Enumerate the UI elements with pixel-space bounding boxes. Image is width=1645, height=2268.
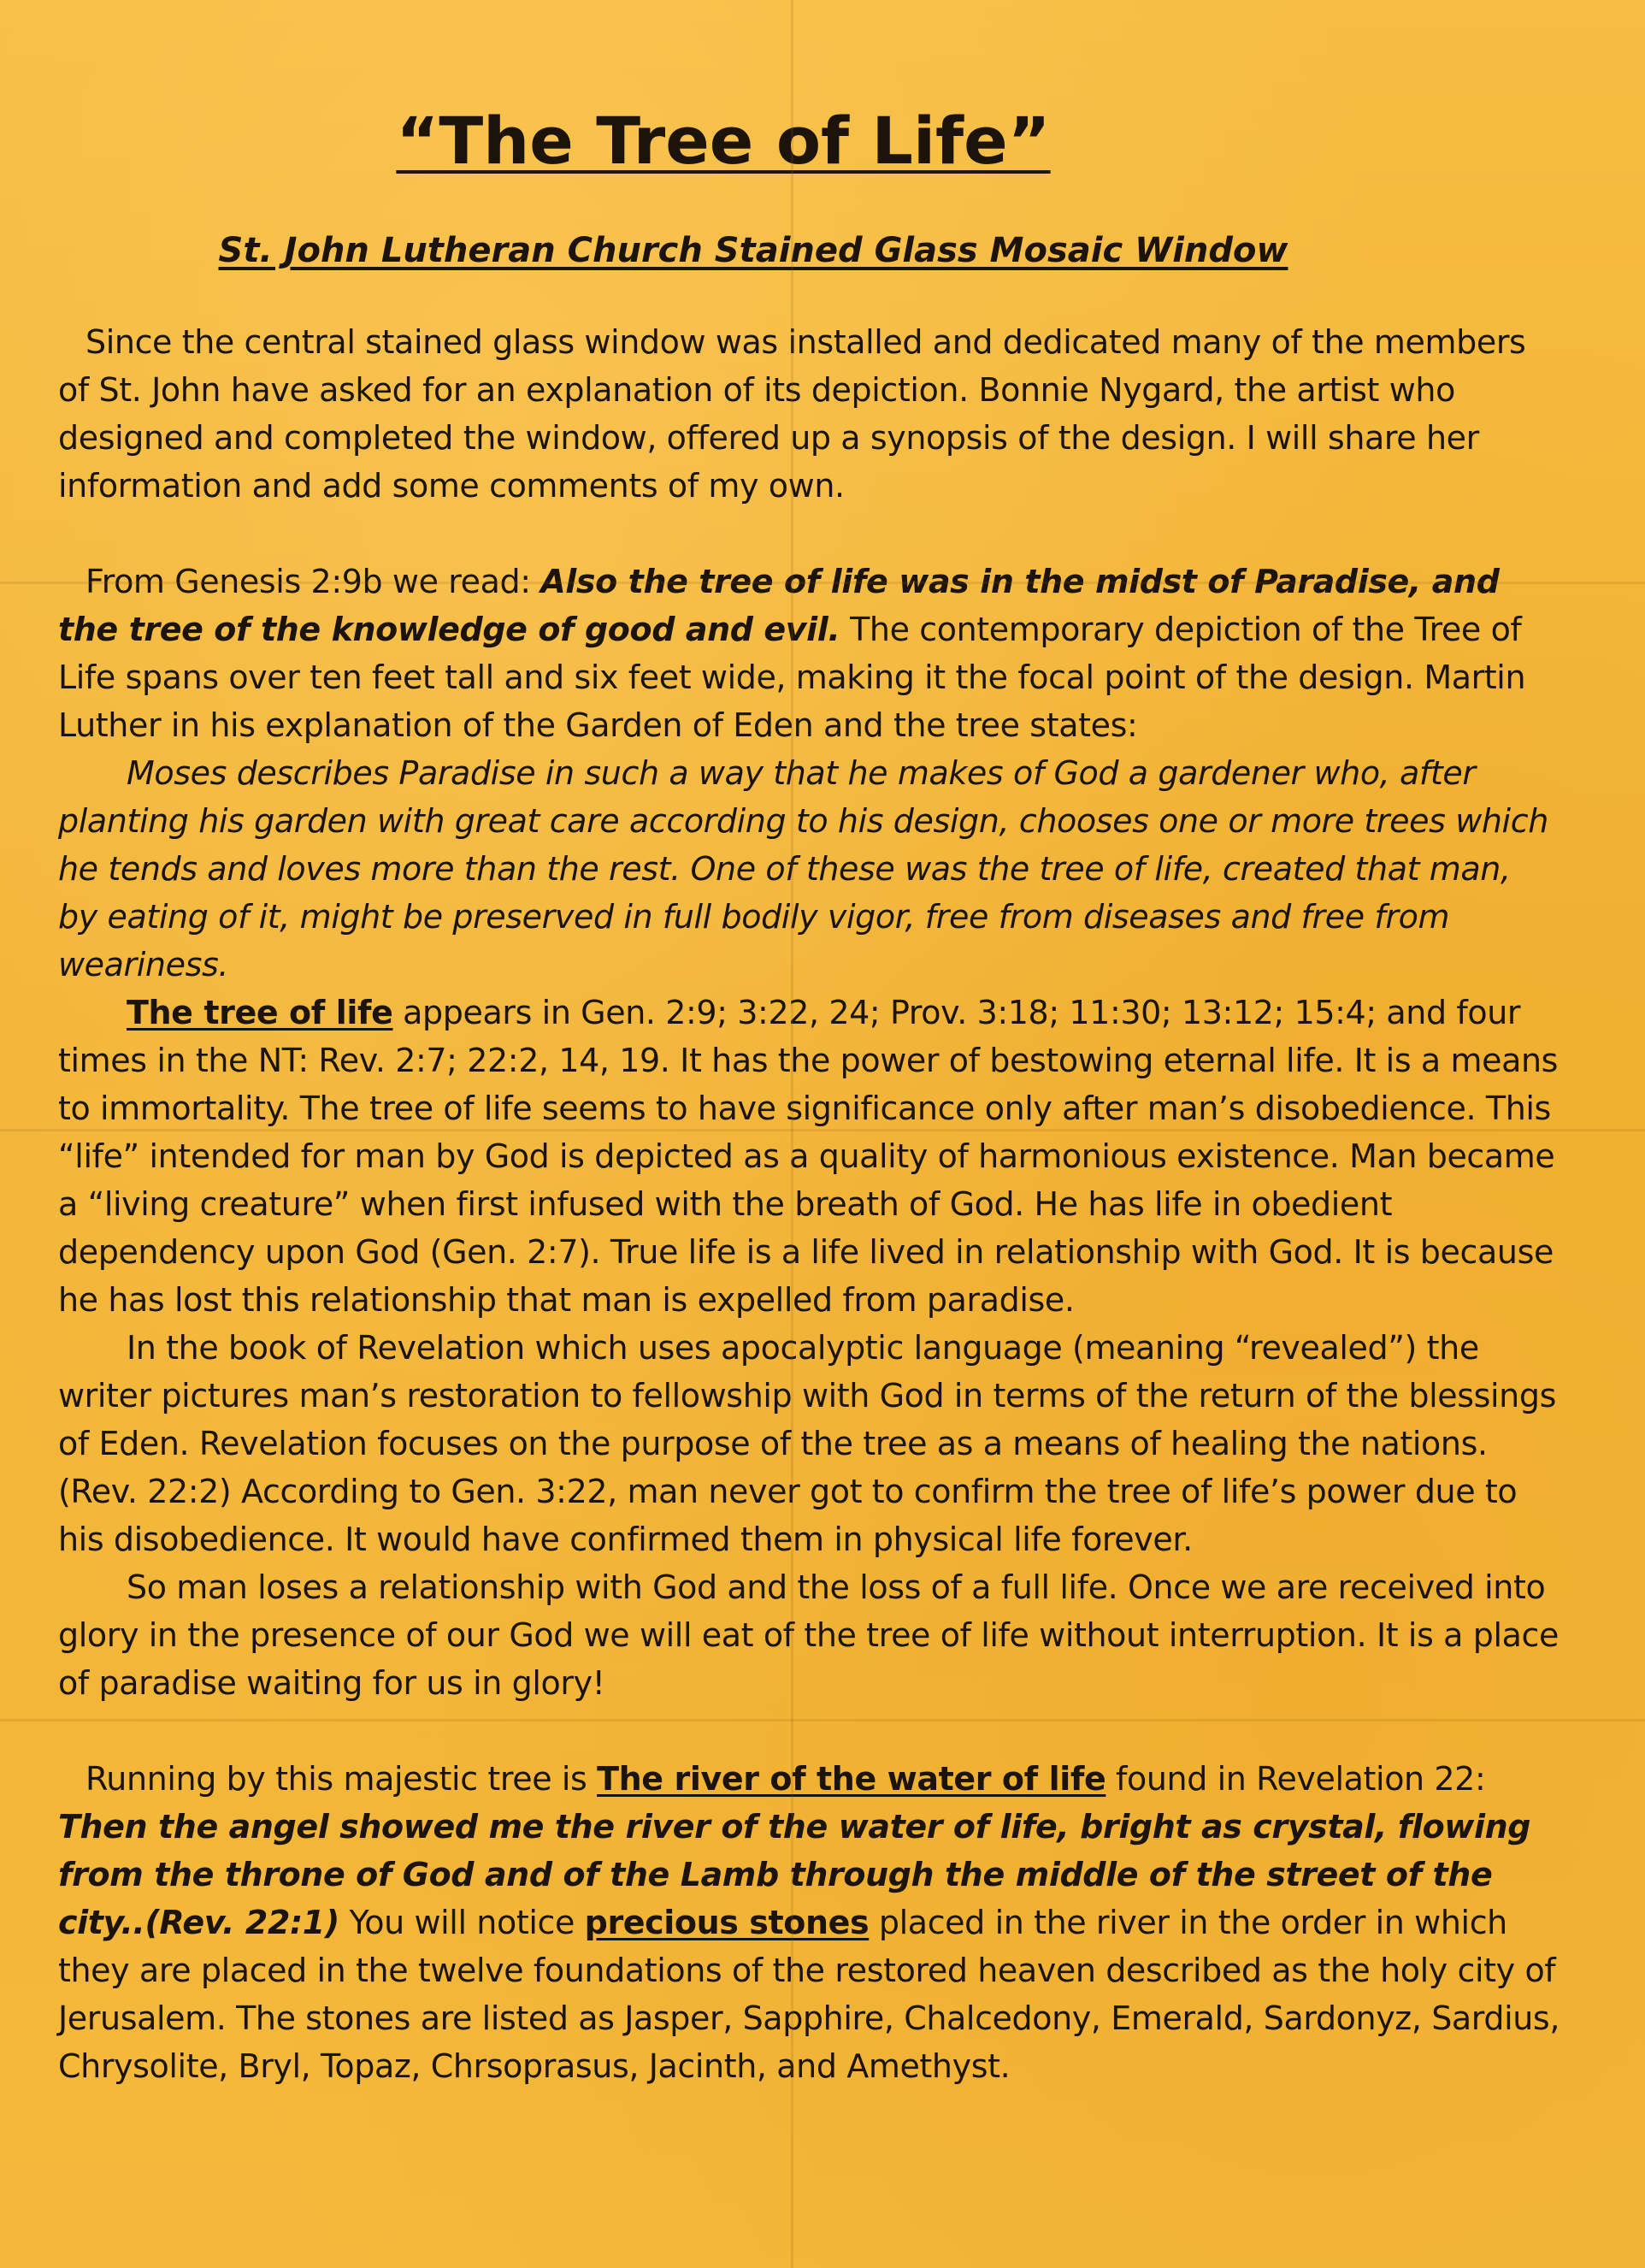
paragraph-river xyxy=(58,1755,1560,2090)
luther-quote: Moses describes Paradise in such a way that he makes of God a gardener who, after planting his garden with great care according to his design, chooses one or more trees which he tends and loves more than the rest. One of these was the tree of life, created that man, by eating of it, might be preserved in full bodily vigor, free from diseases and free from weariness. xyxy=(58,754,1548,983)
river-rest: placed in the river in the order in which they are placed in the twelve foundations of the restored heaven described as the holy city of Jerusalem. The stones are listed as Jasper, Sapphire, Chalcedony, Emerald, Sardonyz, Sardius, Chrysolite, Bryl, Topaz, Chrsoprasus, Jacinth, and Amethyst. xyxy=(58,1904,1560,2085)
paper-crease-vertical xyxy=(791,0,793,2268)
document-subtitle: St. John Lutheran Church Stained Glass Mosaic Window xyxy=(218,231,1288,270)
paragraph-genesis xyxy=(58,558,1560,749)
genesis-rest: The contemporary depiction of the Tree of Life spans over ten feet tall and six feet wide, making it the focal point of the design. Martin Luther in his explanation of the Garden of Eden and the tree states: xyxy=(58,611,1526,744)
river-heading: The river of the water of life xyxy=(597,1760,1106,1798)
paragraph-intro: Since the central stained glass window was installed and dedicated many of the members of St. John have asked for an explanation of its depiction. Bonnie Nygard, the artist who designed and completed the window, offered up a synopsis of the design. I will share her information and add some comments of my own. xyxy=(58,323,1526,505)
tree-of-life-text: appears in Gen. 2:9; 3:22, 24; Prov. 3:18; 11:30; 13:12; 15:4; and four times in the NT: Rev. 2:7; 22:2, 14, 19. It has the power of bestowing eternal life. It is a means to immortality. The tree of life seems to have significance only after man’s disobedience. This “life” intended for man by God is depicted as a quality of harmonious existence. Man became a “living creature” when first infused with the breath of God. He has life in obedient dependency upon God (Gen. 2:7). True life is a life lived in relationship with God. It is because he has lost this relationship that man is expelled from paradise. xyxy=(58,994,1559,1319)
document-title: “The Tree of Life” xyxy=(396,103,1051,179)
paper-crease-horizontal xyxy=(0,1129,1645,1131)
paper-crease-horizontal xyxy=(0,1719,1645,1722)
genesis-scripture: Also the tree of life was in the midst of Paradise, and the tree of the knowledge of good and evil. xyxy=(58,563,1500,648)
paragraph-tree-of-life xyxy=(58,989,1560,1324)
paper-crease-horizontal xyxy=(0,582,1645,584)
river-scripture: Then the angel showed me the river of the water of life, bright as crystal, flowing from the throne of God and of the Lamb through the middle of the street of the city..(Rev. 22:1) xyxy=(58,1808,1531,1941)
tree-of-life-heading: The tree of life xyxy=(127,994,393,1031)
precious-stones-heading: precious stones xyxy=(584,1904,870,1941)
paragraph-revelation: In the book of Revelation which uses apocalyptic language (meaning “revealed”) the writer pictures man’s restoration to fellowship with God in terms of the return of the blessings of Eden. Revelation focuses on the purpose of the tree as a means of healing the nations. (Rev. 22:2) According to Gen. 3:22, man never got to confirm the tree of life’s power due to his disobedience. It would have confirmed them in physical life forever. xyxy=(58,1329,1556,1558)
river-notice: You will notice xyxy=(339,1904,585,1941)
paragraph-conclusion: So man loses a relationship with God and the loss of a full life. Once we are received into glory in the presence of our God we will eat of the tree of life without interruption. It is a place of paradise waiting for us in glory! xyxy=(58,1568,1559,1702)
genesis-intro: From Genesis 2:9b we read: xyxy=(85,563,541,600)
river-mid: found in Revelation 22: xyxy=(1106,1760,1486,1798)
river-intro: Running by this majestic tree is xyxy=(85,1760,598,1798)
